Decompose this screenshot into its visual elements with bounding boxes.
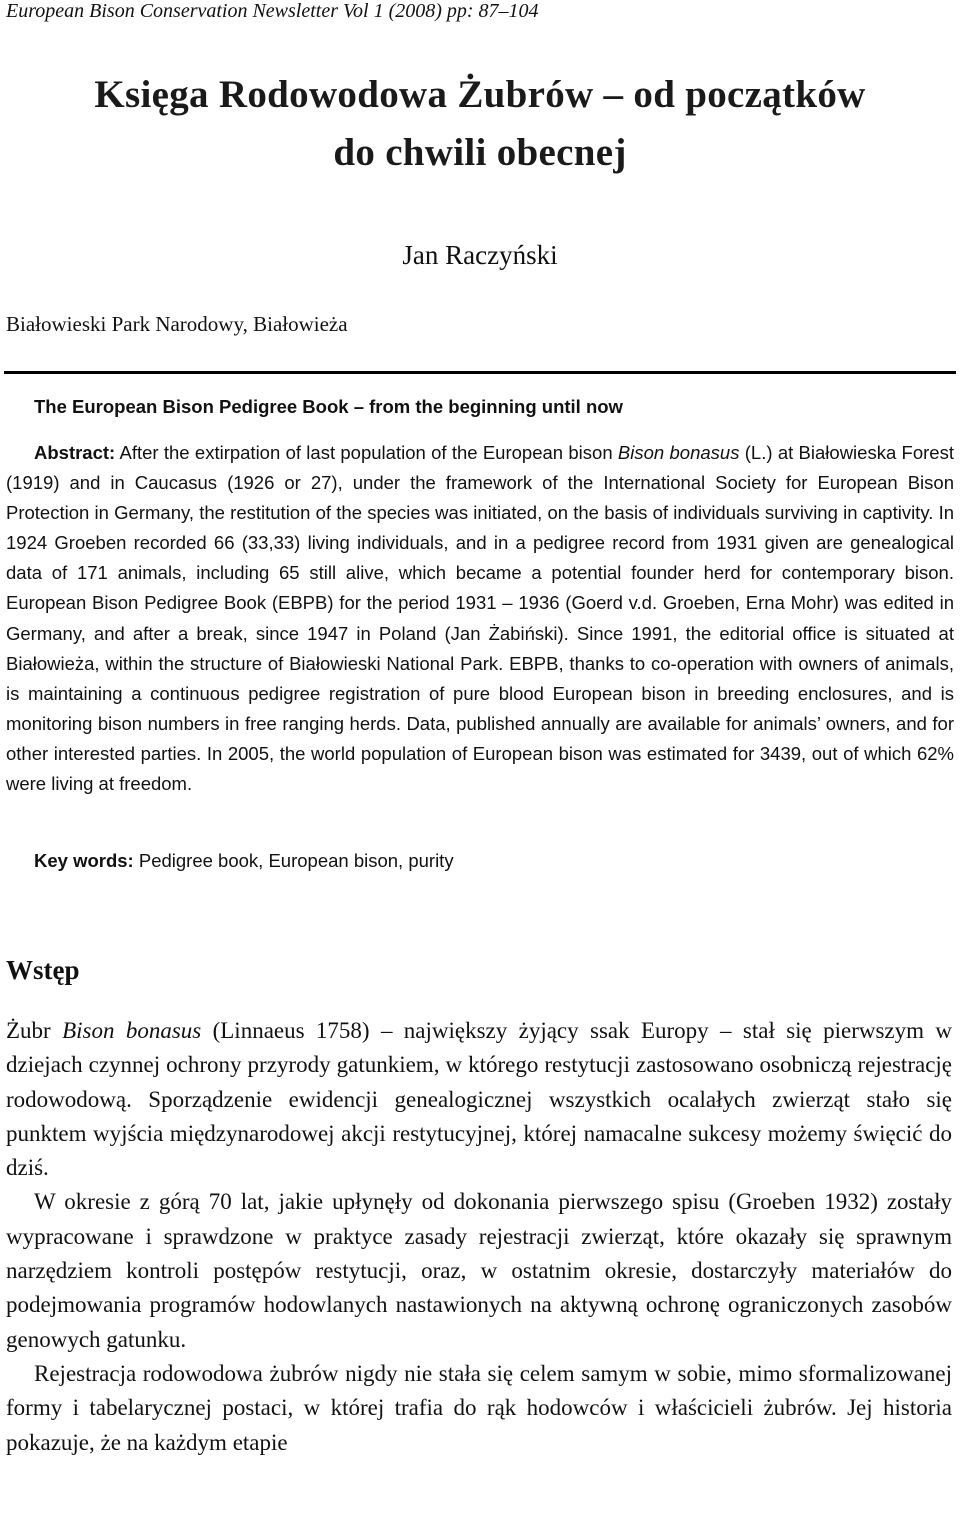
abstract-label: Abstract: bbox=[34, 442, 116, 463]
abstract-block bbox=[6, 438, 954, 799]
intro-paragraph-3: Rejestracja rodowodowa żubrów nigdy nie stała się celem samym w sobie, mimo sformalizowanej formy i tabelarycznej postaci, w której trafia do rąk hodowców i właścicieli żubrów. Jej historia pokazuje, że na każdym etapie bbox=[6, 1360, 952, 1455]
author-affiliation: Białowieski Park Narodowy, Białowieża bbox=[6, 312, 348, 336]
article-title-line-2: do chwili obecnej bbox=[333, 131, 627, 174]
intro-p1-species: Bison bonasus bbox=[62, 1018, 202, 1043]
abstract-text-2: (L.) at Białowieska Forest (1919) and in Caucasus (1926 or 27), under the framework of the International Society for European Bison Protection in Germany, the restitution of the species was initiated, on the basis of individuals surviving in captivity. In 1924 Groeben recorded 66 (33,33) living individuals, and in a pedigree record from 1931 given are genealogical data of 171 animals, including 65 still alive, which became a potential founder herd for contemporary bison. European Bison Pedigree Book (EBPB) for the period 1931 – 1936 (Goerd v.d. Groeben, Erna Mohr) was edited in Germany, and after a break, since 1947 in Poland (Jan Żabiński). Since 1991, the editorial office is situated at Białowieża, within the structure of Białowieski National Park. EBPB, thanks to co-operation with owners of animals, is maintaining a continuous pedigree registration of pure blood European bison in breeding enclosures, and is monitoring bison numbers in free ranging herds. Data, published annually are available for animals’ owners, and for other interested parties. In 2005, the world population of European bison was estimated for 3439, out of which 62% were living at freedom. bbox=[6, 442, 954, 795]
section-heading-intro: Wstęp bbox=[6, 955, 80, 985]
author-name: Jan Raczyński bbox=[402, 240, 558, 270]
intro-p1-start: Żubr bbox=[6, 1018, 63, 1043]
intro-p1-rest: (Linnaeus 1758) – największy żyjący ssak Europy – stał się pierwszym w dziejach czynnej ochrony przyrody gatunkiem, w którego restytucji zastosowano osobniczą rejestrację rodowodową. Sporządzenie ewidencji genealogicznej wszystkich ocalałych zwierząt stało się punktem wyjścia międzynarodowej akcji restytucyjnej, której namacalne sukcesy możemy święcić do dziś. bbox=[6, 1018, 952, 1181]
keywords-label: Key words: bbox=[34, 850, 134, 871]
keywords-text: Pedigree book, European bison, purity bbox=[133, 850, 454, 871]
english-title: The European Bison Pedigree Book – from the beginning until now bbox=[34, 396, 623, 417]
abstract-text-1: After the extirpation of last population of the European bison bbox=[115, 442, 618, 463]
article-title-line-1: Księga Rodowodowa Żubrów – od początków bbox=[94, 73, 866, 116]
intro-body bbox=[6, 1014, 952, 1460]
intro-paragraph-1 bbox=[6, 1014, 952, 1185]
abstract-paragraph bbox=[6, 438, 954, 799]
keywords bbox=[34, 850, 454, 872]
abstract-species: Bison bonasus bbox=[617, 442, 740, 463]
journal-header: European Bison Conservation Newsletter Vol 1 (2008) pp: 87–104 bbox=[6, 0, 539, 22]
intro-paragraph-2: W okresie z górą 70 lat, jakie upłynęły od dokonania pierwszego spisu (Groeben 1932) zostały wypracowane i sprawdzone w praktyce zasady rejestracji zwierząt, które okazały się sprawnym narzędziem kontroli postępów restytucji, oraz, w ostatnim okresie, dostarczyły materiałów do podejmowania programów hodowlanych nastawionych na aktywną ochronę ograniczonych zasobów genowych gatunku. bbox=[6, 1189, 952, 1352]
section-divider bbox=[4, 371, 956, 374]
